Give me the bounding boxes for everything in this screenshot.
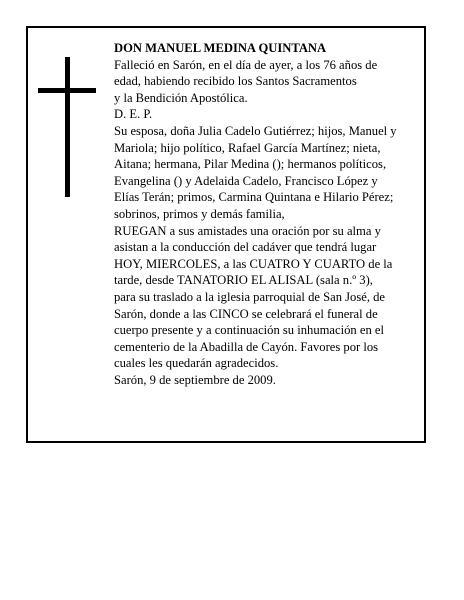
text-line: tarde, desde TANATORIO EL ALISAL (sala n.º 3),	[114, 273, 373, 288]
text-line: Elías Terán; primos, Carmina Quintana e Hilario Pérez;	[114, 190, 394, 205]
obituary-text	[114, 40, 424, 388]
text-line: asistan a la conducción del cadáver que tendrá lugar	[114, 240, 377, 255]
text-line: para su traslado a la iglesia parroquial de San José, de	[114, 289, 386, 304]
text-line: cuales les quedarán agradecidos.	[114, 356, 279, 371]
text-line: edad, habiendo recibido los Santos Sacramentos	[114, 74, 357, 89]
text-line: Su esposa, doña Julia Cadelo Gutiérrez; hijos, Manuel y	[114, 123, 397, 138]
text-line: Mariola; hijo político, Rafael García Martínez; nieta,	[114, 140, 381, 155]
obituary-notice	[26, 26, 426, 443]
text-line: Sarón, donde a las CINCO se celebrará el funeral de	[114, 306, 378, 321]
text-line: D. E. P.	[114, 107, 153, 122]
text-line: Sarón, 9 de septiembre de 2009.	[114, 372, 276, 387]
cross-vertical-bar	[65, 57, 70, 197]
text-line: y la Bendición Apostólica.	[114, 90, 248, 105]
cross-horizontal-bar	[38, 88, 96, 93]
text-line: sobrinos, primos y demás familia,	[114, 206, 285, 221]
deceased-name: DON MANUEL MEDINA QUINTANA	[114, 41, 327, 55]
cross-icon	[38, 57, 96, 197]
text-line: HOY, MIERCOLES, a las CUATRO Y CUARTO de la	[114, 256, 393, 271]
text-line: Falleció en Sarón, en el día de ayer, a los 76 años de	[114, 57, 378, 72]
text-line: cuerpo presente y a continuación su inhumación en el	[114, 323, 384, 338]
text-line: Aitana; hermana, Pilar Medina (); hermanos políticos,	[114, 157, 387, 172]
text-line: cementerio de la Abadilla de Cayón. Favores por los	[114, 339, 379, 354]
text-line: Evangelina () y Adelaida Cadelo, Francisco López y	[114, 173, 378, 188]
text-line: RUEGAN a sus amistades una oración por su alma y	[114, 223, 381, 238]
